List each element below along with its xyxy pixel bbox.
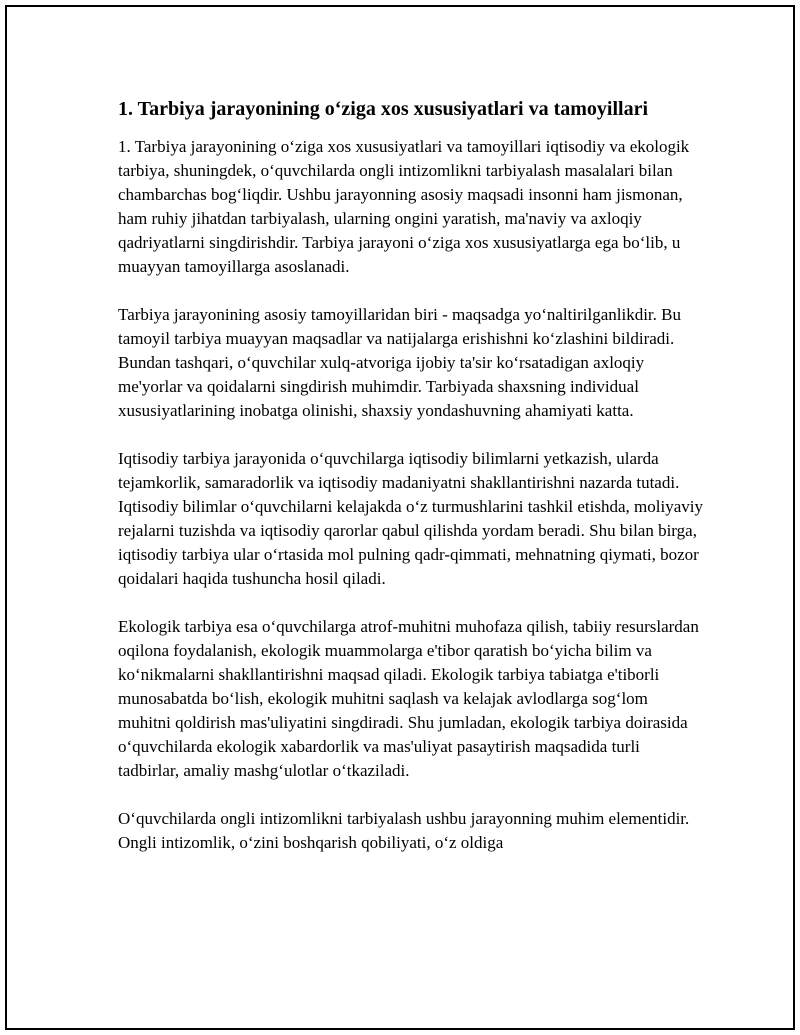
document-title: 1. Tarbiya jarayonining o‘ziga xos xususiyatlari va tamoyillari: [118, 98, 649, 120]
paragraph: Tarbiya jarayonining asosiy tamoyillaridan biri - maqsadga yo‘naltirilganlikdir. Bu tamoyil tarbiya muayyan maqsadlar va natijalarga erishishni ko‘zlashini bildiradi. Bundan tashqari, o‘quvchilar xulq-atvoriga ijobiy ta'sir ko‘rsatadigan axloqiy me'yorlar va qoidalarni singdirish muhimdir. Tarbiyada shaxsning individual xususiyatlarining inobatga olinishi, shaxsiy yondashuvning ahamiyati katta.: [118, 305, 681, 420]
paragraph: Iqtisodiy tarbiya jarayonida o‘quvchilarga iqtisodiy bilimlarni yetkazish, ularda tejamkorlik, samaradorlik va iqtisodiy madaniyatni shakllantirishni nazarda tutadi. Iqtisodiy bilimlar o‘quvchilarni kelajakda o‘z turmushlarini tashkil etishda, moliyaviy rejalarni tuzishda va iqtisodiy qarorlar qabul qilishda yordam beradi. Shu bilan birga, iqtisodiy tarbiya ular o‘rtasida mol pulning qadr-qimmati, mehnatning qiymati, bozor qoidalari haqida tushuncha hosil qiladi.: [118, 449, 703, 588]
paragraph: O‘quvchilarda ongli intizomlikni tarbiyalash ushbu jarayonning muhim elementidir. Ongli intizomlik, o‘zini boshqarish qobiliyati, o‘z oldiga: [118, 809, 690, 852]
paragraph: 1. Tarbiya jarayonining o‘ziga xos xususiyatlari va tamoyillari iqtisodiy va ekologik tarbiya, shuningdek, o‘quvchilarda ongli intizomlikni tarbiyalash masalalari bilan chambarchas bog‘liqdir. Ushbu jarayonning asosiy maqsadi insonni ham jismonan, ham ruhiy jihatdan tarbiyalash, ularning ongini yaratish, ma'naviy va axloqiy qadriyatlarni singdirishdir. Tarbiya jarayoni o‘ziga xos xususiyatlarga ega bo‘lib, u muayyan tamoyillarga asoslanadi.: [118, 137, 690, 276]
document-body: [118, 95, 703, 879]
page-frame: [5, 5, 795, 1030]
paragraph: Ekologik tarbiya esa o‘quvchilarga atrof-muhitni muhofaza qilish, tabiiy resurslardan oqilona foydalanish, ekologik muammolarga e'tibor qaratish bo‘yicha bilim va ko‘nikmalarni shakllantirishni maqsad qiladi. Ekologik tarbiya tabiatga e'tiborli munosabatda bo‘lish, ekologik muhitni saqlash va kelajak avlodlarga sog‘lom muhitni qoldirish mas'uliyatini singdiradi. Shu jumladan, ekologik tarbiya doirasida o‘quvchilarda ekologik xabardorlik va mas'uliyat pasaytirish maqsadida turli tadbirlar, amaliy mashg‘ulotlar o‘tkaziladi.: [118, 617, 699, 780]
